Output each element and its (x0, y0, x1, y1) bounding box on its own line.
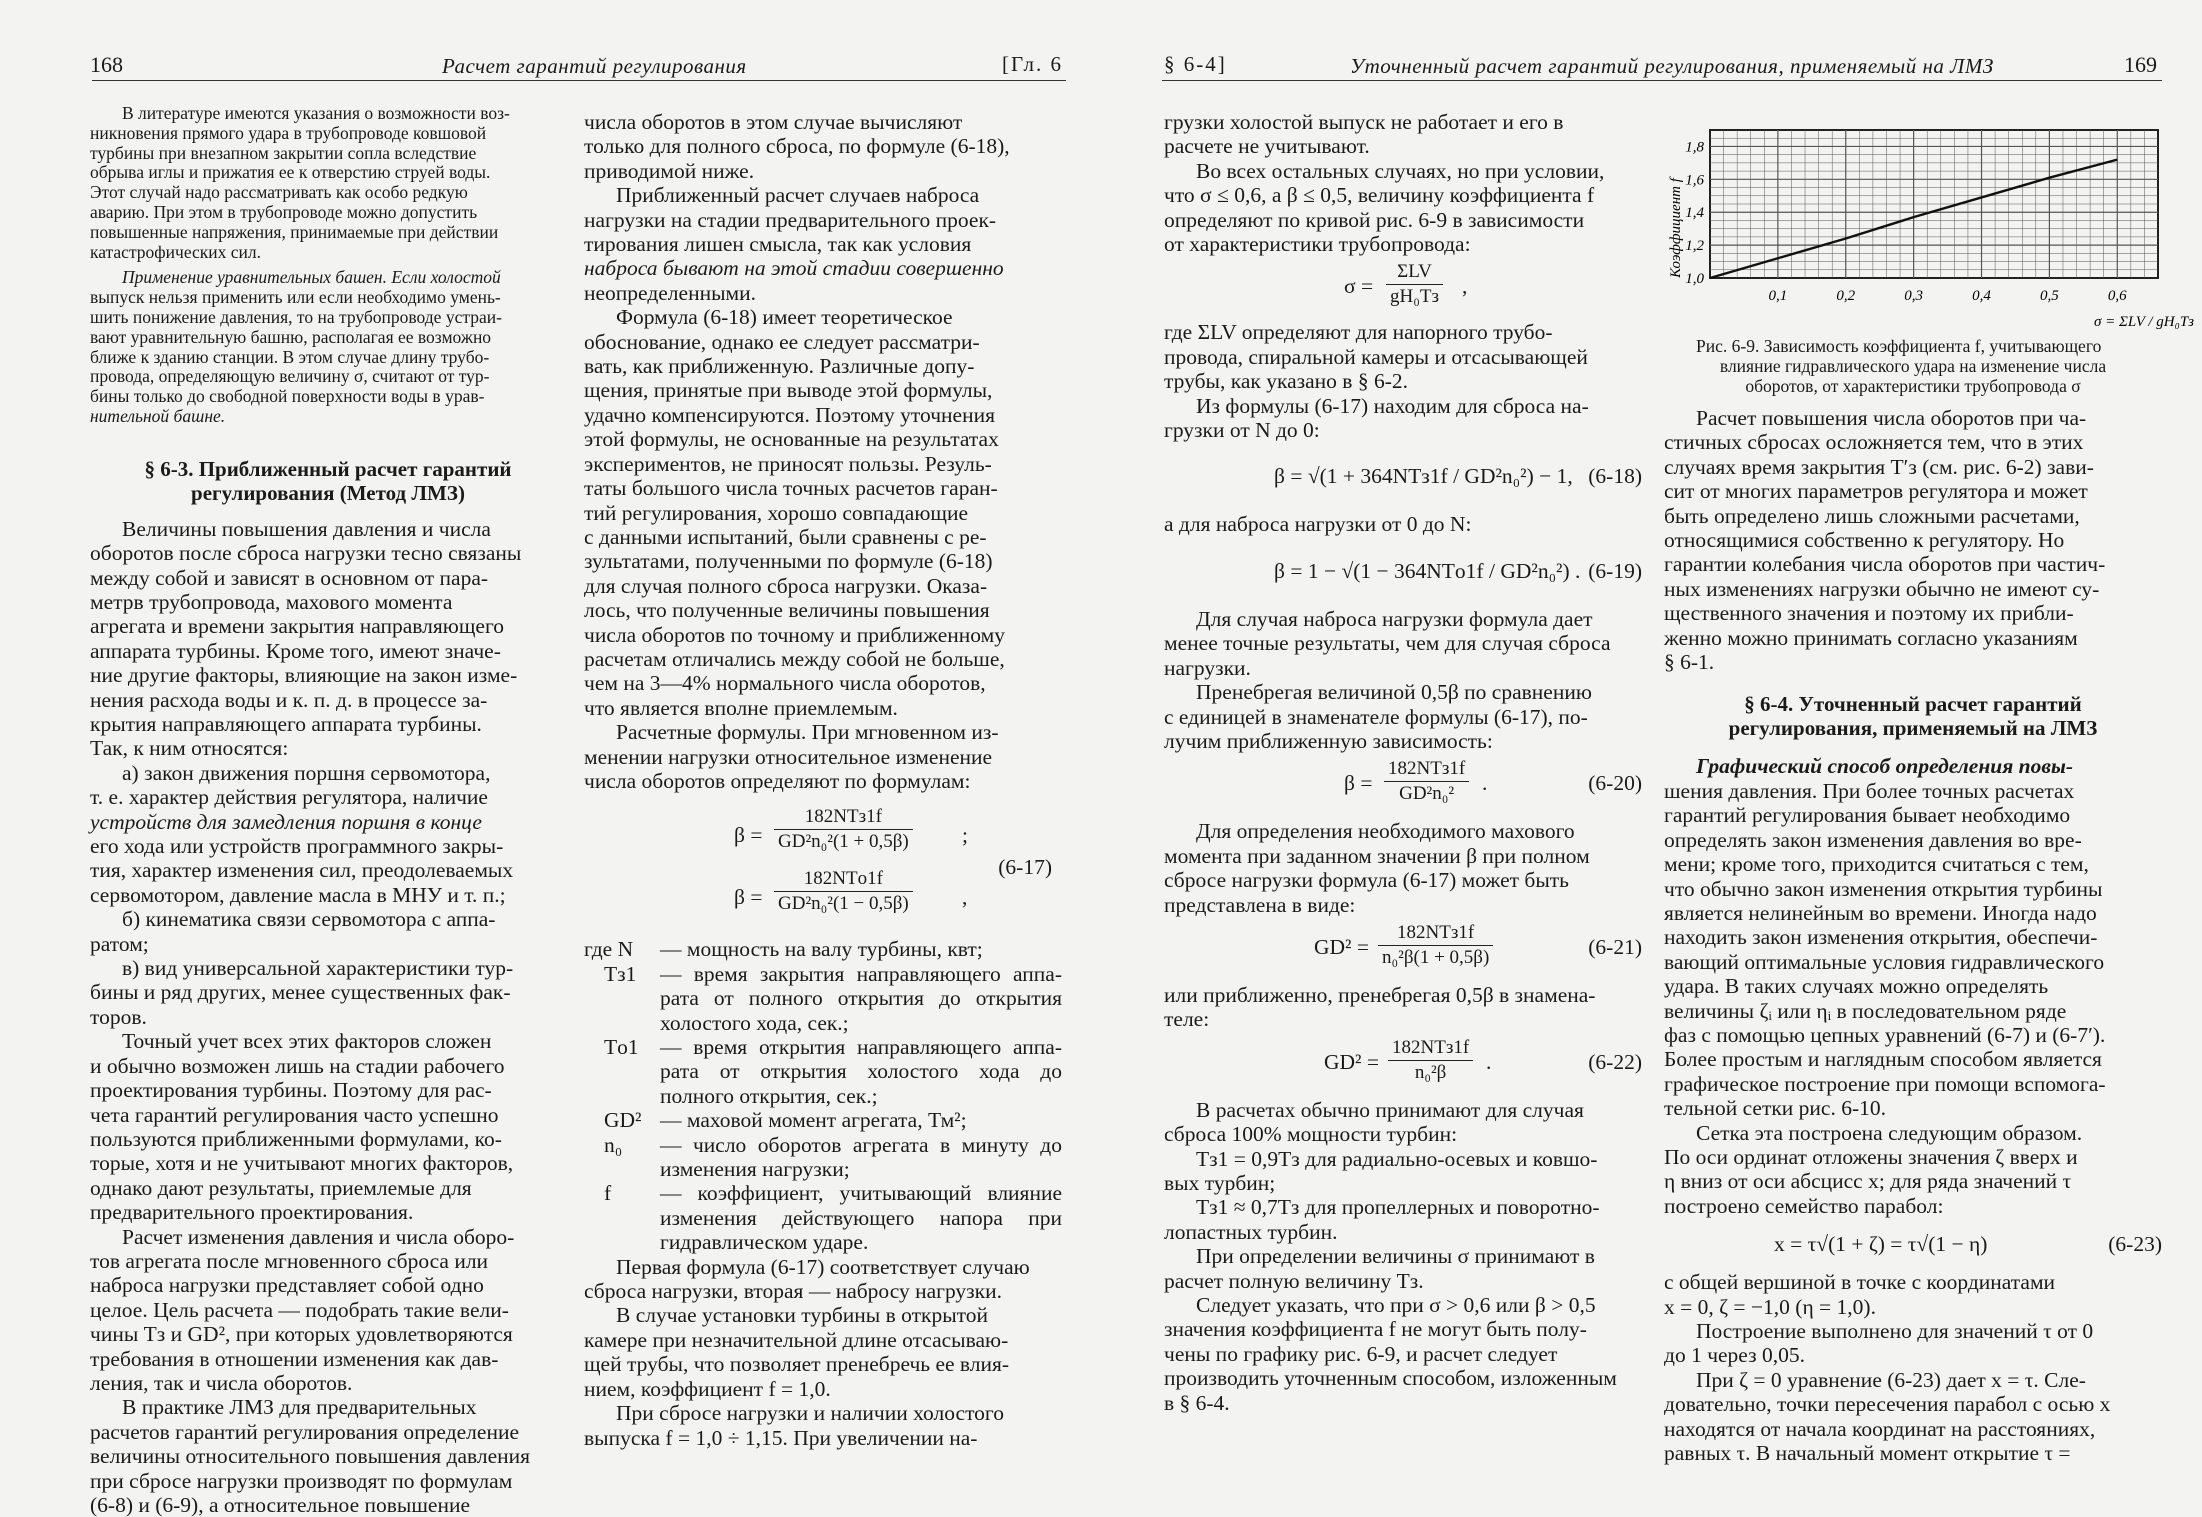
text-line: однако дают результаты, приемлемые для (90, 1175, 472, 1200)
symbol: GD² (604, 1108, 642, 1133)
text-line: с общей вершиной в точке с координатами (1664, 1270, 2056, 1295)
section-label: § 6-4] (1164, 52, 1227, 76)
text-line: расчетам отличались между собой не больше, (584, 646, 1005, 671)
text-line: является нелинейным во времени. Иногда надо (1664, 900, 2097, 925)
text-line: выпуск нельзя применить или если необходимо умень- (90, 287, 501, 308)
text-line: Применение уравнительных башен. Если холостой (122, 267, 501, 288)
text-line: ближе к зданию станции. В этом случае длину трубо- (90, 346, 490, 367)
text-line: Для случая наброса нагрузки формула дает (1196, 606, 1593, 631)
x-tick-label: 0,4 (1972, 288, 1991, 304)
text-line: в) вид универсальной характеристики тур- (122, 956, 514, 981)
y-axis-label: Коэффициент f (1668, 178, 1684, 278)
text-line: никновения прямого удара в трубопроводе ковшовой (90, 122, 487, 143)
page-number: 168 (90, 52, 123, 77)
denominator: gH₀Tз (1390, 286, 1439, 308)
formula-6-21 (1164, 921, 1642, 979)
formula-6-22 (1164, 1036, 1642, 1094)
fraction (774, 867, 913, 916)
text-line: находить закон изменения открытия, обеспечи- (1664, 925, 2098, 950)
denominator: n₀²β (1414, 1061, 1447, 1083)
symbol-definition: — маховой момент агрегата, Тм²; (660, 1108, 967, 1133)
symbol-list (584, 937, 1062, 1254)
y-tick-label: 1,2 (1685, 238, 1704, 255)
text-line: В расчетах обычно принимают для случая (1196, 1097, 1584, 1122)
right-column-2 (1664, 336, 2162, 1465)
denominator: GD²n₀²(1 − 0,5β) (778, 893, 909, 915)
text-line: сбросе нагрузки формула (6-17) может быть (1164, 868, 1569, 893)
text-line: определяют по кривой рис. 6-9 в зависимости (1164, 207, 1585, 232)
section-heading: регулирования, применяемый на ЛМЗ (1728, 716, 2098, 741)
text-line: Для определения необходимого махового (1196, 819, 1575, 844)
text-line: Расчет изменения давления и числа оборо- (122, 1224, 515, 1249)
list-item (584, 1035, 1062, 1108)
text-line: экспериментов, не приносят пользы. Резуль- (584, 451, 992, 476)
text-line: камере при незначительной длине отсасываю- (584, 1327, 1009, 1352)
fraction (1386, 260, 1443, 309)
note-paragraph (90, 104, 566, 427)
equation-number: (6-19) (1588, 558, 1642, 583)
text-line: неопределенными. (584, 280, 757, 305)
formula-6-17 (584, 803, 1062, 933)
text-line: Величины повышения давления и числа (122, 516, 491, 541)
text-line: менении нагрузки относительное изменение (584, 744, 993, 769)
numerator: 182NTз1f (1384, 757, 1469, 782)
text-line: лопастных турбин. (1164, 1219, 1338, 1244)
text-line: от характеристики трубопровода: (1164, 232, 1471, 257)
text-line: величины относительного повышения давления (90, 1444, 531, 1469)
text-line: с данными испытаний, были сравнены с ре- (584, 524, 987, 549)
list-item (584, 962, 1062, 1035)
text-line: При сбросе нагрузки и наличии холостого (616, 1401, 1004, 1426)
text-line: а для наброса нагрузки от 0 до N: (1164, 512, 1472, 537)
text-line: устройств для замедления поршня в конце (90, 809, 482, 834)
text-line: удачно компенсируются. Поэтому уточнения (584, 402, 995, 427)
text-line: шения давления. При более точных расчетах (1664, 778, 2075, 803)
text-line: щественного значения и поэтому их прибли- (1664, 601, 2074, 626)
caption-line: оборотов, от характеристики трубопровода σ (1745, 376, 2081, 396)
text-line: только для полного сброса, по формуле (6-18), (584, 134, 1010, 159)
text-line: довательно, точки пересечения парабол с осью x (1664, 1392, 2111, 1417)
text-line: вых турбин; (1164, 1170, 1276, 1195)
text-line: предварительного проектирования. (90, 1200, 414, 1225)
y-tick-label: 1,0 (1685, 271, 1704, 287)
text-line: При ζ = 0 уравнение (6-23) дает x = τ. Сле- (1696, 1367, 2086, 1392)
y-tick-label: 1,8 (1685, 139, 1704, 156)
formula-lhs: σ = (1344, 274, 1374, 299)
text-line: катастрофических сил. (90, 241, 262, 262)
text-line: что является вполне приемлемым. (584, 695, 898, 720)
text-line: грузки холостой выпуск не работает и его в (1164, 110, 1564, 134)
text-line: менее точные результаты, чем для случая сброса (1164, 631, 1611, 656)
text-line: числа оборотов в этом случае вычисляют (584, 110, 963, 134)
text-line: Построение выполнено для значений τ от 0 (1696, 1319, 2094, 1343)
text-line: чины Tз и GD², при которых удовлетворяются (90, 1322, 513, 1347)
text-line: выпуска f = 1,0 ÷ 1,15. При увеличении на- (584, 1425, 978, 1450)
formula-6-19 (1164, 541, 1642, 603)
text-line: удара. В таких случаях можно определять (1664, 974, 2049, 999)
text-line: Сетка эта построена следующим образом. (1696, 1120, 2083, 1145)
right-page (1100, 0, 2202, 1466)
figure-caption (1664, 336, 2162, 396)
section-heading: регулирования (Метод ЛМЗ) (191, 480, 465, 505)
caption-line: влияние гидравлического удара на изменение числа (1719, 356, 2107, 376)
text-line: ние другие факторы, влияющие на закон изме- (90, 663, 518, 688)
text-line: В практике ЛМЗ для предварительных (122, 1395, 477, 1420)
text-line: турбины при внезапном закрытии сопла вследствие (90, 142, 477, 163)
text-line: между собой и зависят в основном от пара- (90, 565, 489, 590)
text-line: (6-8) и (6-9), а относительное повышение (90, 1493, 470, 1517)
text-line: производить уточненным способом, изложенным (1164, 1366, 1617, 1391)
symbol-definition: — коэффициент, учитывающий влияние изменения действующего напора при гидравлическом ударе. (660, 1181, 1062, 1255)
symbol: f (604, 1181, 612, 1206)
text-line: обоснование, однако ее следует рассматри- (584, 329, 980, 354)
text-line: лось, что полученные величины повышения (584, 598, 990, 623)
left-column-2 (584, 110, 1062, 1450)
text-line: случаях время закрытия T′з (см. рис. 6-2) зави- (1664, 454, 2094, 479)
text-line: Графический способ определения повы- (1696, 754, 2074, 779)
formula-punct: ; (962, 823, 968, 848)
text-line: Во всех остальных случаях, но при условии, (1196, 158, 1605, 183)
formula-6-20 (1164, 757, 1642, 815)
list-item (584, 1108, 1062, 1132)
text-line: торые, хотя и не учитывают многих факторов, (90, 1151, 514, 1176)
text-line: вающий оптимальные условия гидравлического (1664, 949, 2105, 974)
text-line: метрв трубопровода, махового момента (90, 589, 453, 614)
text-line: x = 0, ζ = −1,0 (η = 1,0). (1664, 1294, 1876, 1319)
text-line: числа оборотов определяют по формулам: (584, 768, 971, 793)
text-line: относящимися собственно к регулятору. Но (1664, 528, 2065, 553)
formula-body: x = τ√(1 + ζ) = τ√(1 − η) (1774, 1232, 1988, 1257)
x-tick-label: 0,2 (1836, 288, 1856, 304)
text-line: женно можно принимать согласно указаниям (1664, 625, 2078, 650)
text-line: гарантий регулирования бывает необходимо (1664, 803, 2071, 828)
text-line: с единицей в знаменателе формулы (6-17), по- (1164, 704, 1588, 729)
text-line: построено семейство парабол: (1664, 1193, 1944, 1218)
text-line: Расчетные формулы. При мгновенном из- (616, 720, 999, 745)
running-title: Расчет гарантий регулирования (442, 54, 747, 78)
x-tick-label: 0,1 (1768, 288, 1788, 304)
text-line: бины только до свободной поверхности воды в урав- (90, 386, 485, 407)
text-line: и обычно возможен лишь на стадии рабочего (90, 1053, 505, 1078)
formula-sigma (1164, 260, 1642, 316)
text-line: шить понижение давления, то на трубопроводе устраи- (90, 306, 502, 327)
text-line: нием, коэффициент f = 1,0. (584, 1376, 831, 1401)
text-line: Более простым и наглядным способом является (1664, 1047, 2102, 1072)
right-column-1 (1164, 110, 1642, 1415)
denominator: GD²n₀² (1399, 783, 1455, 805)
text-line: Приближенный расчет случаев наброса (616, 183, 980, 208)
text-line: наброса нагрузки представляет собой одно (90, 1273, 484, 1298)
equation-number: (6-20) (1588, 771, 1642, 796)
text-line: Формула (6-18) имеет теоретическое (616, 305, 953, 330)
numerator: 182NTз1f (774, 805, 913, 830)
formula-lhs: β = (734, 885, 763, 910)
text-line: находятся от начала координат на расстояниях, (1664, 1416, 2096, 1441)
text-line: быть определено лишь сложными расчетами, (1664, 503, 2080, 528)
text-line: что σ ≤ 0,6, а β ≤ 0,5, величину коэффициента f (1164, 183, 1595, 208)
text-line: расчете не учитывают. (1164, 134, 1370, 159)
chapter-label: [Гл. 6 (1002, 52, 1064, 76)
caption-line: Рис. 6-9. Зависимость коэффициента f, учитывающего (1696, 336, 2102, 356)
text-line: провода, определяющую величину σ, считают от тур- (90, 366, 490, 387)
equation-number: (6-22) (1588, 1049, 1642, 1074)
symbol-definition: — число оборотов агрегата в минуту до изменения нагрузки; (660, 1132, 1062, 1182)
text-line: значения коэффициента f не могут быть полу- (1164, 1317, 1587, 1342)
formula-lhs: β = (734, 823, 763, 848)
text-line: торов. (90, 1004, 147, 1029)
text-line: Точный учет всех этих факторов сложен (122, 1029, 492, 1054)
text-line: агрегата и времени закрытия направляющего (90, 614, 504, 639)
text-line: момента при заданном значении β при полном (1164, 843, 1590, 868)
text-line: η вниз от оси абсцисс x; для ряда значений τ (1664, 1169, 2072, 1194)
text-line: аппарата турбины. Кроме того, имеют значе- (90, 638, 501, 663)
left-page (0, 0, 1100, 1517)
text-line: Из формулы (6-17) находим для сброса на- (1196, 393, 1589, 418)
text-line: аварию. При этом в трубопроводе можно допустить (90, 201, 478, 222)
text-line: гарантии колебания числа оборотов при частич- (1664, 552, 2106, 577)
equation-number: (6-23) (2108, 1232, 2162, 1257)
text-line: лучим приближенную зависимость: (1164, 728, 1493, 753)
text-line: ратом; (90, 931, 149, 956)
text-line: чета гарантий регулирования часто успешно (90, 1102, 499, 1127)
equation-number: (6-18) (1588, 464, 1642, 489)
text-line: до 1 через 0,05. (1664, 1343, 1805, 1368)
numerator: 182NTо1f (774, 867, 913, 892)
text-line: сброса нагрузки, вторая — набросу нагрузки. (584, 1279, 1003, 1304)
figure-6-9 (1658, 118, 2195, 333)
text-line: § 6-1. (1664, 650, 1715, 675)
text-line: ления, так и числа оборотов. (90, 1370, 353, 1395)
text-line: величины ζᵢ или ηᵢ в последовательном ряде (1664, 998, 2067, 1023)
formula-punct: . (1482, 771, 1488, 796)
text-line: что обычно закон изменения открытия турбины (1664, 876, 2103, 901)
text-line: пользуются приближенными формулами, ко- (90, 1126, 502, 1151)
text-line: нения расхода воды и к. п. д. в процессе за- (90, 687, 488, 712)
text-line: крытия направляющего аппарата турбины. (90, 712, 482, 736)
symbol-definition: — мощность на валу турбины, квт; (660, 937, 983, 962)
text-line: Tз1 ≈ 0,7Tз для пропеллерных и поворотно- (1196, 1195, 1600, 1220)
text-line: ных изменениях нагрузки обычно не имеют су- (1664, 576, 2100, 601)
chart-grid (1710, 130, 2158, 278)
running-title: Уточненный расчет гарантий регулирования, применяемый на ЛМЗ (1350, 54, 1994, 78)
text-line: По оси ординат отложены значения ζ вверх и (1664, 1144, 2078, 1169)
text-line: расчет полную величину Tз. (1164, 1268, 1424, 1293)
text-line: Следует указать, что при σ > 0,6 или β > 0,5 (1196, 1293, 1596, 1317)
text-line: обрыва иглы и прижатия ее к отверстию струей воды. (90, 162, 491, 183)
text-line: провода, спиральной камеры и отсасывающей (1164, 344, 1588, 369)
chart-ticks (1685, 139, 2127, 304)
text-line: фаз с помощью цепных уравнений (6-7) и (6-7′). (1664, 1022, 2106, 1047)
text-line: определять закон изменения давления во вре- (1664, 827, 2082, 852)
text-line: теле: (1164, 1007, 1210, 1032)
text-line: зультатами, полученными по формуле (6-18) (584, 549, 993, 574)
formula-punct: , (1462, 274, 1468, 299)
text-line: повышенные напряжения, принимаемые при действии (90, 221, 499, 242)
text-line: б) кинематика связи сервомотора с аппа- (122, 907, 496, 932)
text-line: нагрузки на стадии предварительного проек- (584, 207, 997, 232)
text-line: его хода или устройств программного закры- (90, 834, 504, 859)
formula-lhs: GD² = (1324, 1049, 1379, 1074)
list-item (584, 1133, 1062, 1182)
fraction (1384, 757, 1469, 806)
text-line: тия, характер изменения сил, преодолеваемых (90, 858, 514, 883)
text-line: вать, как приближенную. Различные допу- (584, 354, 975, 379)
formula-punct: , (962, 885, 968, 910)
text-line: наброса бывают на этой стадии совершенно (584, 256, 1004, 281)
text-line: сброса 100% мощности турбин: (1164, 1122, 1458, 1147)
x-tick-label: 0,5 (2040, 288, 2059, 304)
text-line: вают уравнительную башню, располагая ее возможно (90, 326, 492, 347)
symbol: где N (584, 937, 634, 962)
text-line: в § 6-4. (1164, 1390, 1230, 1415)
text-line: трубы, как указано в § 6-2. (1164, 369, 1408, 394)
symbol: n₀ (604, 1132, 623, 1157)
text-line: оборотов после сброса нагрузки тесно связаны (90, 541, 522, 566)
text-line: Пренебрегая величиной 0,5β по сравнению (1196, 680, 1592, 705)
formula-punct: . (1486, 1049, 1492, 1074)
left-column-1 (90, 104, 566, 1517)
text-line: грузки от N до 0: (1164, 418, 1320, 443)
text-line: представлена в виде: (1164, 892, 1356, 917)
text-line: при сбросе нагрузки производят по формулам (90, 1468, 513, 1493)
text-line: Этот случай надо рассматривать как особо редкую (90, 182, 468, 203)
header-rule (92, 80, 1066, 81)
text-line: сервомотором, давление масла в МНУ и т. п.; (90, 882, 506, 907)
text-line: тирования лишен смысла, так как условия (584, 232, 972, 257)
text-line: графическое построение при помощи вспомога- (1664, 1071, 2106, 1096)
section-heading: § 6-4. Уточненный расчет гарантий (1744, 692, 2082, 717)
text-line: тельной сетки рис. 6-10. (1664, 1096, 1887, 1121)
fraction (1378, 921, 1493, 970)
chart-svg (1658, 118, 2195, 333)
text-line: Расчет повышения числа оборотов при ча- (1696, 406, 2087, 430)
text-line: стичных сбросах осложняется тем, что в этих (1664, 430, 2084, 455)
symbol-definition: — время открытия направляющего аппа-рата от открытия холостого хода до полного открытия, сек.; (660, 1035, 1062, 1108)
y-tick-label: 1,6 (1685, 172, 1704, 189)
text-line: тов агрегата после мгновенного сброса или (90, 1248, 489, 1273)
text-line: таты большого числа точных расчетов гаран- (584, 476, 998, 501)
text-line: щей трубы, что позволяет пренебречь ее влия- (584, 1352, 1010, 1377)
text-line: или приближенно, пренебрегая 0,5β в знамена- (1164, 982, 1596, 1007)
symbol: Tз1 (604, 961, 637, 986)
text-line: чем на 3—4% нормального числа оборотов, (584, 671, 986, 696)
formula-6-18 (1164, 446, 1642, 508)
x-tick-label: 0,3 (1904, 288, 1924, 304)
text-line: проектирования турбины. Поэтому для рас- (90, 1078, 492, 1103)
denominator: n₀²β(1 + 0,5β) (1382, 946, 1490, 968)
text-line: для случая полного сброса нагрузки. Оказа- (584, 573, 988, 598)
text-line: требования в отношении изменения как дав- (90, 1346, 499, 1371)
x-tick-label: 0,6 (2107, 288, 2127, 304)
text-line: равных τ. В начальный момент открытие τ = (1664, 1441, 2071, 1466)
fraction (774, 805, 913, 854)
symbol-definition: — время закрытия направляющего аппа-рата от полного открытия до открытия холостого хода, сек.; (660, 961, 1062, 1035)
list-item (584, 937, 1062, 961)
equation-number: (6-17) (998, 855, 1052, 880)
formula-body: β = 1 − √(1 − 364NTо1f / GD²n₀²) . (1274, 558, 1581, 583)
symbol: Tо1 (604, 1035, 639, 1059)
x-axis-label: σ = ΣLV / gH₀Tз (2094, 314, 2195, 330)
numerator: 182NTз1f (1388, 1036, 1473, 1061)
text-line: где ΣLV определяют для напорного трубо- (1164, 320, 1553, 345)
text-line: тий регулирования, хорошо совпадающие (584, 500, 968, 525)
list-item (584, 1181, 1062, 1254)
text-line: числа оборотов по точному и приближенному (584, 622, 1005, 647)
text-line: приводимой ниже. (584, 158, 755, 183)
text-line: щения, принятые при выводе этой формулы, (584, 378, 993, 403)
equation-number: (6-21) (1588, 934, 1642, 959)
text-line: При определении величины σ принимают в (1196, 1244, 1595, 1269)
fraction (1388, 1036, 1473, 1085)
text-line: нагрузки. (1164, 655, 1251, 680)
page-number: 169 (2124, 52, 2157, 77)
formula-6-23 (1664, 1222, 2162, 1266)
text-line: Tз1 = 0,9Tз для радиально-осевых и ковшо- (1196, 1146, 1598, 1171)
numerator: ΣLV (1386, 260, 1443, 285)
text-line: сит от многих параметров регулятора и может (1664, 479, 2088, 504)
header-rule (1162, 80, 2162, 81)
text-line: Так, к ним относятся: (90, 736, 289, 761)
text-line: а) закон движения поршня сервомотора, (122, 760, 491, 785)
text-line: нительной башне. (90, 405, 226, 426)
formula-lhs: β = (1344, 771, 1373, 796)
text-line: расчетов гарантий регулирования определение (90, 1419, 520, 1444)
text-line: чены по графику рис. 6-9, и расчет следует (1164, 1341, 1558, 1366)
denominator: GD²n₀²(1 + 0,5β) (778, 831, 909, 853)
section-heading: § 6-3. Приближенный расчет гарантий (144, 456, 512, 481)
text-line: Первая формула (6-17) соответствует случаю (616, 1254, 1030, 1279)
text-line: бины и ряд других, менее существенных фак- (90, 980, 511, 1005)
text-line: В литературе имеются указания о возможности воз- (122, 103, 510, 123)
y-tick-label: 1,4 (1685, 205, 1704, 222)
formula-body: β = √(1 + 364NTз1f / GD²n₀²) − 1, (1274, 464, 1573, 489)
text-line: мени; кроме того, приходится считаться с тем, (1664, 852, 2089, 877)
formula-lhs: GD² = (1314, 934, 1369, 959)
text-line: этой формулы, не основанные на результатах (584, 427, 999, 452)
text-line: т. е. характер действия регулятора, наличие (90, 785, 488, 810)
text-line: В случае установки турбины в открытой (616, 1303, 989, 1328)
numerator: 182NTз1f (1378, 921, 1493, 946)
text-line: целое. Цель расчета — подобрать такие вели- (90, 1297, 509, 1322)
